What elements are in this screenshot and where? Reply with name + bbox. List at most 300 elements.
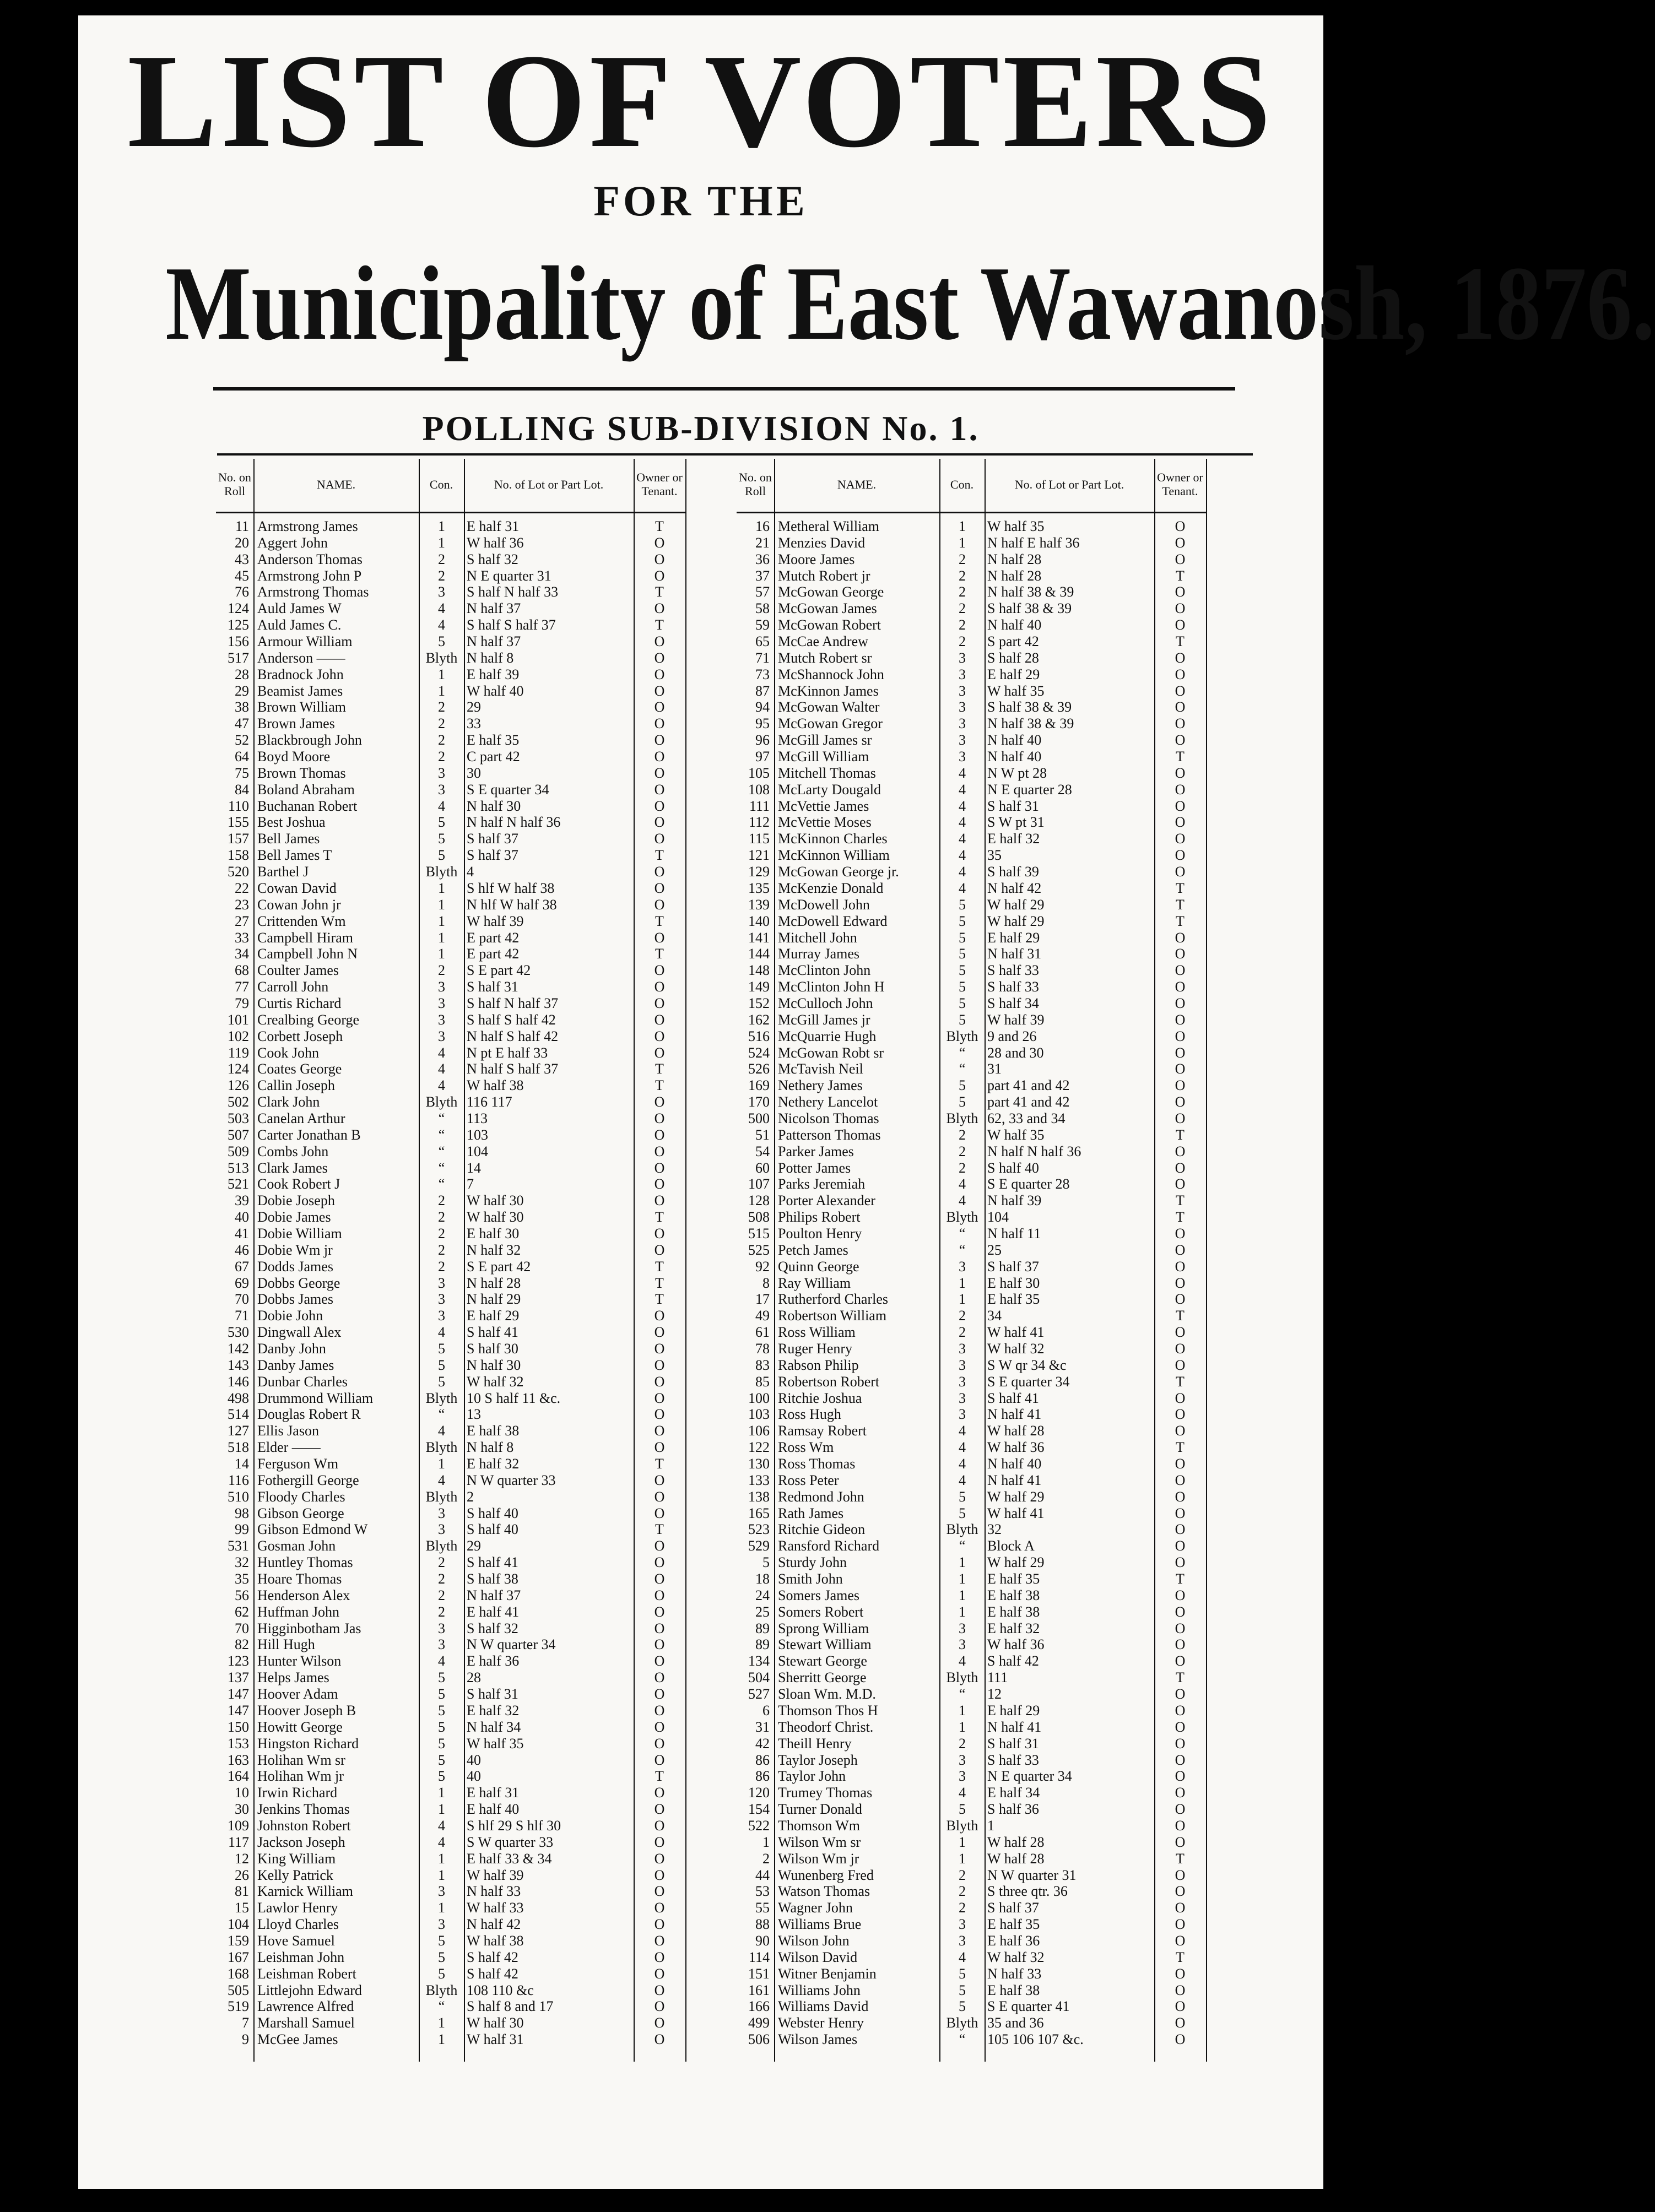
voter-roll-cell: 39	[235, 1192, 249, 1209]
voter-own-cell: O	[1175, 1538, 1186, 1554]
voter-row	[216, 1505, 685, 1522]
voter-name-cell: Williams David	[778, 1998, 869, 2015]
voter-own-cell: O	[654, 1357, 665, 1373]
voter-lot-cell: S half S half 42	[467, 1011, 556, 1028]
voter-table	[216, 459, 1263, 2062]
voter-lot-cell: S E part 42	[467, 962, 531, 979]
voter-lot-cell: E half 35	[467, 732, 520, 749]
voter-roll-cell: 31	[755, 1718, 770, 1735]
voter-con-cell: 3	[959, 715, 966, 732]
voter-roll-cell: 100	[748, 1390, 770, 1406]
voter-row	[216, 1489, 685, 1505]
voter-name-cell: Smith John	[778, 1571, 843, 1587]
voter-row	[216, 1834, 685, 1851]
voter-roll-cell: 84	[235, 781, 249, 798]
voter-con-cell: 1	[438, 666, 445, 682]
voter-list-sheet	[78, 15, 1655, 2189]
voter-con-cell: 5	[438, 1965, 445, 1982]
voter-own-cell: O	[654, 1603, 665, 1620]
voter-name-cell: Dunbar Charles	[257, 1373, 348, 1390]
voter-row	[737, 1752, 1206, 1769]
voter-name-cell: McGill William	[778, 749, 869, 765]
voter-row	[737, 666, 1206, 683]
voter-row	[216, 650, 685, 666]
voter-roll-cell: 46	[235, 1241, 249, 1258]
voter-con-cell: Blyth	[425, 864, 458, 880]
voter-con-cell: 4	[438, 1817, 445, 1834]
voter-own-cell: O	[654, 1011, 665, 1028]
voter-name-cell: Ransford Richard	[778, 1538, 880, 1554]
voter-own-cell: O	[1175, 1044, 1186, 1061]
voter-roll-cell: 155	[228, 814, 249, 831]
voter-own-cell: O	[654, 2031, 665, 2048]
voter-name-cell: Wilson Wm sr	[778, 1834, 861, 1850]
voter-con-cell: 3	[438, 1620, 445, 1636]
voter-con-cell: 3	[438, 979, 445, 995]
voter-name-cell: Trumey Thomas	[778, 1785, 873, 1801]
voter-con-cell: 5	[959, 995, 966, 1011]
voter-con-cell: 5	[438, 1686, 445, 1703]
voter-con-cell: 2	[959, 551, 966, 567]
voter-lot-cell: N half 41	[987, 1406, 1042, 1423]
voter-row	[737, 1275, 1206, 1292]
voter-own-cell: T	[655, 913, 664, 929]
voter-lot-cell: S half 38 & 39	[987, 699, 1072, 715]
voter-roll-cell: 18	[755, 1571, 770, 1587]
voter-roll-cell: 65	[755, 633, 770, 650]
voter-con-cell: 5	[438, 831, 445, 847]
voter-roll-cell: 25	[755, 1603, 770, 1620]
voter-lot-cell: W half 40	[467, 682, 524, 699]
voter-row	[737, 1834, 1206, 1851]
voter-lot-cell: 35 and 36	[987, 2015, 1044, 2031]
voter-row	[216, 1439, 685, 1456]
voter-own-cell: O	[1175, 929, 1186, 946]
voter-name-cell: Crittenden Wm	[257, 913, 346, 929]
voter-own-cell: O	[1175, 1390, 1186, 1406]
voter-own-cell: O	[654, 798, 665, 814]
voter-con-cell: 3	[438, 781, 445, 798]
voter-con-cell: 5	[959, 1965, 966, 1982]
voter-lot-cell: W half 29	[987, 913, 1045, 929]
voter-row	[216, 930, 685, 946]
voter-row	[216, 1259, 685, 1275]
voter-own-cell: O	[654, 1982, 665, 1998]
voter-row	[737, 1785, 1206, 1801]
voter-roll-cell: 162	[748, 1011, 770, 1028]
voter-lot-cell: S E quarter 41	[987, 1998, 1070, 2015]
voter-con-cell: Blyth	[425, 1439, 458, 1456]
voter-row	[216, 1998, 685, 2015]
voter-name-cell: Stewart George	[778, 1653, 867, 1669]
voter-row	[737, 1324, 1206, 1341]
voter-row	[737, 1357, 1206, 1374]
voter-name-cell: Hoover Joseph B	[257, 1702, 356, 1718]
voter-con-cell: 3	[438, 1521, 445, 1538]
voter-roll-cell: 137	[228, 1669, 249, 1686]
voter-lot-cell: N half 39	[987, 1192, 1042, 1209]
voter-own-cell: O	[1175, 1094, 1186, 1110]
voter-roll-cell: 126	[228, 1077, 249, 1094]
voter-roll-cell: 163	[228, 1752, 249, 1768]
voter-own-cell: O	[654, 1488, 665, 1505]
voter-roll-cell: 102	[228, 1028, 249, 1044]
voter-name-cell: Anderson ——	[257, 649, 345, 666]
voter-roll-cell: 503	[228, 1110, 249, 1126]
right-header-underline	[737, 512, 1206, 513]
voter-name-cell: Auld James W	[257, 600, 342, 617]
voter-own-cell: O	[654, 1900, 665, 1916]
voter-roll-cell: 108	[748, 781, 770, 798]
voter-roll-cell: 76	[235, 584, 249, 600]
left-header-owner: Owner or Tenant.	[636, 470, 683, 498]
voter-lot-cell: N W quarter 31	[987, 1867, 1077, 1883]
voter-roll-cell: 531	[228, 1538, 249, 1554]
voter-roll-cell: 149	[748, 979, 770, 995]
voter-name-cell: McCulloch John	[778, 995, 873, 1011]
voter-row	[216, 1883, 685, 1900]
voter-name-cell: McGowan George	[778, 584, 884, 600]
voter-name-cell: Wilson James	[778, 2031, 858, 2048]
voter-row	[737, 1851, 1206, 1867]
voter-lot-cell: S half 38 & 39	[987, 600, 1072, 617]
voter-name-cell: Anderson Thomas	[257, 551, 363, 567]
left-header-name: NAME.	[316, 477, 356, 491]
voter-lot-cell: S E quarter 28	[987, 1176, 1070, 1192]
voter-own-cell: O	[654, 1587, 665, 1603]
voter-own-cell: O	[654, 781, 665, 798]
voter-lot-cell: E half 29	[467, 1308, 520, 1324]
voter-roll-cell: 70	[235, 1291, 249, 1308]
voter-name-cell: Somers James	[778, 1587, 860, 1603]
voter-con-cell: Blyth	[946, 1521, 978, 1538]
voter-roll-cell: 21	[755, 534, 770, 551]
voter-row	[216, 1818, 685, 1834]
voter-con-cell: 5	[438, 1932, 445, 1949]
voter-lot-cell: 62, 33 and 34	[987, 1110, 1066, 1126]
voter-con-cell: 4	[959, 864, 966, 880]
voter-lot-cell: 32	[987, 1521, 1002, 1538]
voter-con-cell: 3	[438, 1883, 445, 1900]
voter-name-cell: Stewart William	[778, 1636, 872, 1653]
voter-con-cell: 1	[959, 1603, 966, 1620]
voter-lot-cell: N half 28	[467, 1275, 521, 1291]
voter-con-cell: 5	[438, 1949, 445, 1965]
voter-roll-cell: 16	[755, 518, 770, 534]
voter-con-cell: 1	[438, 534, 445, 551]
voter-con-cell: 1	[959, 534, 966, 551]
voter-name-cell: Sloan Wm. M.D.	[778, 1686, 876, 1703]
voter-table-right	[737, 459, 1263, 2062]
voter-con-cell: 1	[438, 913, 445, 929]
voter-lot-cell: S half 42	[987, 1653, 1039, 1669]
voter-roll-cell: 159	[228, 1932, 249, 1949]
voter-own-cell: O	[654, 1044, 665, 1061]
voter-lot-cell: W half 28	[987, 1834, 1045, 1850]
voter-lot-cell: S half 33	[987, 1752, 1039, 1768]
voter-roll-cell: 519	[228, 1998, 249, 2015]
voter-lot-cell: N W quarter 34	[467, 1636, 556, 1653]
voter-own-cell: O	[654, 1801, 665, 1818]
voter-row	[737, 1916, 1206, 1933]
voter-row	[216, 798, 685, 815]
voter-con-cell: 5	[438, 1735, 445, 1752]
voter-name-cell: Thomson Thos H	[778, 1702, 878, 1718]
voter-lot-cell: N half 32	[467, 1241, 521, 1258]
voter-own-cell: O	[654, 600, 665, 617]
voter-lot-cell: N half 37	[467, 1587, 521, 1603]
voter-lot-cell: S half 28	[987, 649, 1039, 666]
voter-lot-cell: 13	[467, 1406, 481, 1423]
voter-lot-cell: 29	[467, 699, 481, 715]
voter-name-cell: Sherritt George	[778, 1669, 867, 1686]
voter-lot-cell: E half 32	[987, 831, 1040, 847]
voter-name-cell: Ross Peter	[778, 1472, 839, 1488]
voter-lot-cell: N half 34	[467, 1718, 521, 1735]
voter-row	[737, 650, 1206, 666]
voter-roll-cell: 104	[228, 1916, 249, 1933]
voter-row	[216, 1176, 685, 1192]
voter-name-cell: Hoare Thomas	[257, 1571, 342, 1587]
voter-con-cell: 2	[438, 1225, 445, 1241]
voter-roll-cell: 143	[228, 1357, 249, 1373]
voter-name-cell: McVettie Moses	[778, 814, 872, 831]
voter-roll-cell: 87	[755, 682, 770, 699]
voter-roll-cell: 506	[748, 2031, 770, 2048]
voter-own-cell: O	[654, 534, 665, 551]
voter-lot-cell: S half 37	[467, 847, 518, 864]
voter-lot-cell: E half 33 & 34	[467, 1850, 552, 1867]
voter-con-cell: 5	[959, 1801, 966, 1818]
voter-own-cell: O	[654, 1406, 665, 1423]
voter-roll-cell: 37	[755, 567, 770, 584]
voter-con-cell: 2	[438, 567, 445, 584]
voter-con-cell: 4	[438, 617, 445, 633]
voter-lot-cell: E half 41	[467, 1603, 520, 1620]
voter-row	[216, 1686, 685, 1703]
voter-name-cell: Aggert John	[257, 534, 328, 551]
voter-name-cell: McGill James jr	[778, 1011, 870, 1028]
voter-own-cell: O	[1175, 1686, 1186, 1703]
voter-table-left	[216, 459, 734, 2062]
voter-roll-cell: 1	[762, 1834, 770, 1850]
voter-lot-cell: E half 36	[987, 1932, 1040, 1949]
voter-lot-cell: W half 35	[987, 682, 1045, 699]
voter-con-cell: 3	[438, 1275, 445, 1291]
right-header-name: NAME.	[837, 477, 877, 491]
voter-con-cell: 3	[438, 1291, 445, 1308]
voter-lot-cell: N half 40	[987, 1456, 1042, 1472]
voter-own-cell: O	[1175, 1587, 1186, 1603]
voter-name-cell: Dobie William	[257, 1225, 342, 1241]
voter-lot-cell: 30	[467, 765, 481, 781]
voter-roll-cell: 83	[755, 1357, 770, 1373]
voter-name-cell: Webster Henry	[778, 2015, 864, 2031]
title-rule	[213, 387, 1235, 391]
voter-own-cell: O	[654, 896, 665, 913]
voter-roll-cell: 45	[235, 567, 249, 584]
voter-own-cell: T	[1176, 633, 1185, 650]
voter-roll-cell: 61	[755, 1324, 770, 1341]
voter-row	[216, 1291, 685, 1308]
voter-name-cell: Barthel J	[257, 864, 309, 880]
voter-row	[737, 1620, 1206, 1637]
voter-con-cell: 4	[959, 1785, 966, 1801]
voter-roll-cell: 119	[228, 1044, 249, 1061]
voter-name-cell: Turner Donald	[778, 1801, 862, 1818]
voter-lot-cell: N W quarter 33	[467, 1472, 556, 1488]
voter-roll-cell: 107	[748, 1176, 770, 1192]
voter-lot-cell: W half 41	[987, 1505, 1045, 1521]
voter-name-cell: McQuarrie Hugh	[778, 1028, 877, 1044]
voter-row	[737, 600, 1206, 617]
voter-row	[737, 1604, 1206, 1620]
voter-row	[216, 1192, 685, 1209]
voter-roll-cell: 9	[242, 2031, 249, 2048]
voter-name-cell: Ellis Jason	[257, 1423, 319, 1439]
voter-name-cell: Dobbs James	[257, 1291, 333, 1308]
voter-roll-cell: 12	[235, 1850, 249, 1867]
voter-lot-cell: E part 42	[467, 929, 520, 946]
voter-row	[737, 617, 1206, 633]
voter-roll-cell: 146	[228, 1373, 249, 1390]
voter-row	[216, 1867, 685, 1884]
voter-con-cell: 5	[438, 1718, 445, 1735]
voter-own-cell: O	[1175, 534, 1186, 551]
voter-name-cell: Wunenberg Fred	[778, 1867, 874, 1883]
voter-lot-cell: E half 31	[467, 518, 520, 534]
voter-lot-cell: S half 31	[467, 979, 518, 995]
voter-lot-cell: S half S half 37	[467, 617, 556, 633]
voter-row	[737, 1489, 1206, 1505]
voter-name-cell: Mutch Robert sr	[778, 649, 872, 666]
voter-row	[737, 1127, 1206, 1143]
voter-lot-cell: N half N half 36	[467, 814, 561, 831]
voter-row	[216, 814, 685, 831]
voter-name-cell: Blackbrough John	[257, 732, 362, 749]
voter-name-cell: Bell James	[257, 831, 320, 847]
voter-own-cell: O	[654, 814, 665, 831]
voter-row	[216, 1966, 685, 1982]
voter-row	[737, 1982, 1206, 1999]
voter-row	[216, 1308, 685, 1324]
voter-roll-cell: 47	[235, 715, 249, 732]
voter-row	[737, 1653, 1206, 1669]
voter-roll-cell: 509	[228, 1143, 249, 1159]
voter-lot-cell: N half 38 & 39	[987, 715, 1074, 732]
voter-con-cell: 2	[438, 551, 445, 567]
voter-name-cell: Danby James	[257, 1357, 334, 1373]
voter-own-cell: O	[654, 1636, 665, 1653]
voter-own-cell: O	[654, 567, 665, 584]
voter-name-cell: Rutherford Charles	[778, 1291, 889, 1308]
voter-roll-cell: 85	[755, 1373, 770, 1390]
voter-row	[737, 568, 1206, 584]
voter-con-cell: 2	[959, 617, 966, 633]
voter-lot-cell: N half 31	[987, 946, 1042, 962]
voter-row	[216, 1521, 685, 1538]
voter-row	[216, 1012, 685, 1028]
voter-lot-cell: S half 8 and 17	[467, 1998, 554, 2015]
voter-row	[216, 1554, 685, 1571]
voter-own-cell: O	[1175, 1900, 1186, 1916]
voter-row	[216, 2015, 685, 2031]
voter-name-cell: Karnick William	[257, 1883, 353, 1900]
voter-name-cell: Redmond John	[778, 1488, 864, 1505]
voter-roll-cell: 59	[755, 617, 770, 633]
voter-own-cell: T	[655, 584, 664, 600]
voter-con-cell: 2	[959, 1900, 966, 1916]
voter-roll-cell: 35	[235, 1571, 249, 1587]
voter-lot-cell: E half 31	[467, 1785, 520, 1801]
voter-row	[216, 732, 685, 749]
voter-con-cell: 4	[959, 814, 966, 831]
voter-lot-cell: N half N half 36	[987, 1143, 1081, 1159]
voter-name-cell: Leishman Robert	[257, 1965, 356, 1982]
voter-own-cell: O	[1175, 1011, 1186, 1028]
voter-name-cell: Ross Thomas	[778, 1456, 856, 1472]
voter-lot-cell: E half 35	[987, 1916, 1040, 1933]
voter-lot-cell: S half N half 37	[467, 995, 559, 1011]
voter-row	[216, 535, 685, 551]
voter-roll-cell: 77	[235, 979, 249, 995]
voter-con-cell: “	[438, 1143, 445, 1159]
voter-row	[737, 1636, 1206, 1653]
voter-lot-cell: S hlf 29 S hlf 30	[467, 1817, 561, 1834]
voter-row	[737, 1933, 1206, 1949]
voter-row	[737, 1900, 1206, 1916]
voter-row	[216, 1571, 685, 1587]
voter-con-cell: 1	[959, 1850, 966, 1867]
voter-own-cell: O	[1175, 946, 1186, 962]
voter-row	[737, 1966, 1206, 1982]
voter-row	[737, 1669, 1206, 1686]
voter-lot-cell: S half 37	[467, 831, 518, 847]
voter-own-cell: O	[1175, 1998, 1186, 2015]
title-list-of-voters: LIST OF VOTERS	[127, 26, 1274, 175]
voter-roll-cell: 56	[235, 1587, 249, 1603]
voter-row	[737, 732, 1206, 749]
voter-own-cell: O	[654, 1505, 665, 1521]
voter-own-cell: O	[1175, 1324, 1186, 1341]
voter-own-cell: O	[1175, 995, 1186, 1011]
voter-lot-cell: N half 33	[987, 1965, 1042, 1982]
voter-own-cell: O	[1175, 1801, 1186, 1818]
voter-name-cell: McKinnon Charles	[778, 831, 888, 847]
voter-lot-cell: N half S half 42	[467, 1028, 559, 1044]
voter-roll-cell: 89	[755, 1636, 770, 1653]
voter-row	[737, 1686, 1206, 1703]
voter-name-cell: Brown James	[257, 715, 335, 732]
voter-roll-cell: 517	[228, 649, 249, 666]
voter-own-cell: O	[654, 1718, 665, 1735]
voter-roll-cell: 90	[755, 1932, 770, 1949]
voter-row	[216, 1736, 685, 1752]
voter-lot-cell: W half 35	[987, 518, 1045, 534]
voter-name-cell: McCae Andrew	[778, 633, 868, 650]
voter-con-cell: 1	[438, 1850, 445, 1867]
voter-own-cell: O	[654, 995, 665, 1011]
voter-roll-cell: 95	[755, 715, 770, 732]
voter-con-cell: 4	[438, 1044, 445, 1061]
voter-row	[737, 1242, 1206, 1259]
voter-con-cell: 2	[438, 1241, 445, 1258]
voter-own-cell: O	[654, 1538, 665, 1554]
voter-lot-cell: N E quarter 28	[987, 781, 1072, 798]
voter-lot-cell: 9 and 26	[987, 1028, 1037, 1044]
voter-own-cell: O	[1175, 1867, 1186, 1883]
voter-lot-cell: 1	[987, 1817, 994, 1834]
